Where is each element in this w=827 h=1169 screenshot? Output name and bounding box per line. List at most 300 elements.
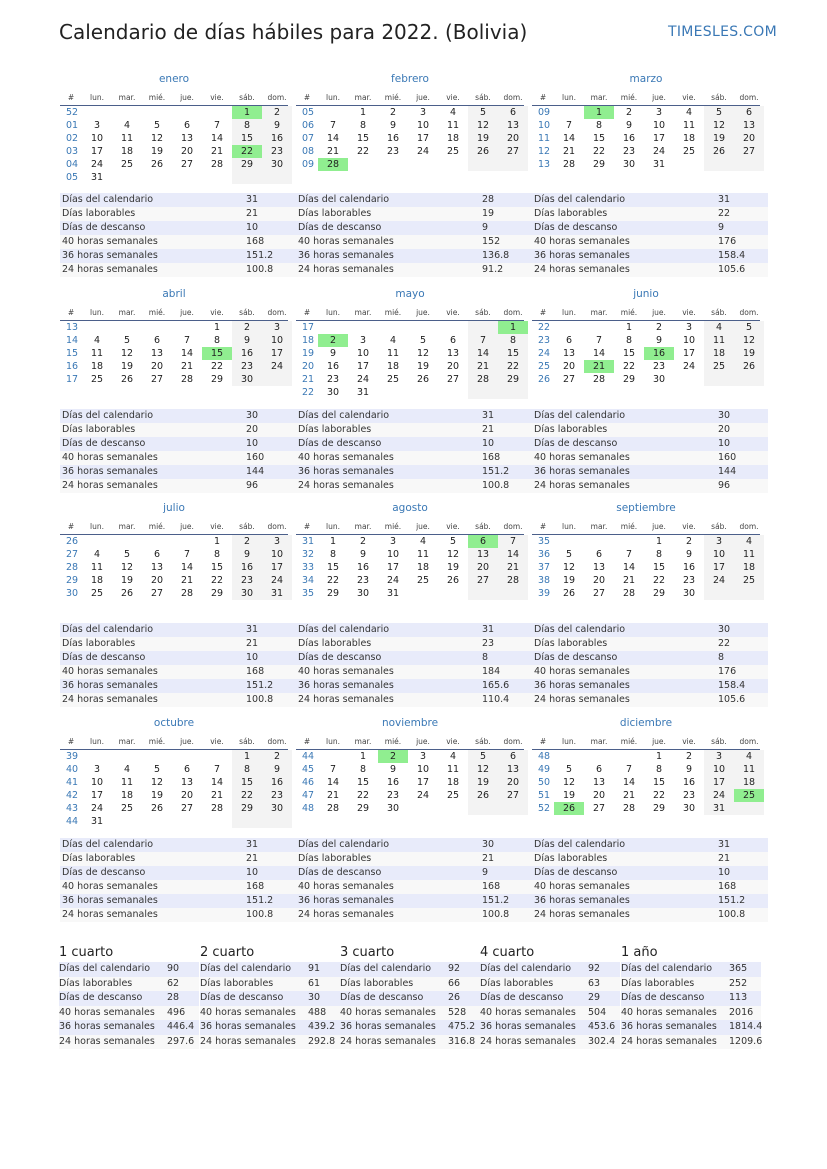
day-cell: 30 xyxy=(622,159,636,170)
weekday-header-row xyxy=(60,92,288,106)
day-cell: 20 xyxy=(180,146,194,157)
day-cell: 13 xyxy=(446,348,460,359)
weekday-header: vie. xyxy=(682,93,696,102)
day-cell: 17 xyxy=(704,561,734,574)
stat-row xyxy=(532,637,768,651)
quarter-stat-row xyxy=(621,1020,761,1035)
quarter-stat-row xyxy=(59,977,199,992)
stat-label: Días del calendario xyxy=(534,624,626,635)
week-number: 44 xyxy=(66,816,79,827)
stat-value: 31 xyxy=(482,624,495,635)
day-cell xyxy=(172,815,202,828)
quarter-summary xyxy=(480,944,620,1049)
stat-label: Días laborables xyxy=(298,424,372,435)
week-row xyxy=(296,763,524,776)
weekday-header: jue. xyxy=(416,522,430,531)
day-cell: 7 xyxy=(625,764,633,775)
day-cell: 16 xyxy=(386,133,400,144)
stat-label: Días de descanso xyxy=(534,438,618,449)
month-name: octubre xyxy=(153,717,195,729)
day-cell: 8 xyxy=(359,764,367,775)
week-row xyxy=(60,132,288,145)
day-cell: 14 xyxy=(622,562,636,573)
stat-label: Días laborables xyxy=(534,638,608,649)
week-row xyxy=(532,789,760,802)
stat-label: 36 horas semanales xyxy=(534,680,630,691)
day-cell: 5 xyxy=(449,536,457,547)
day-cell: 22 xyxy=(232,789,262,802)
month-abril xyxy=(60,287,288,407)
day-cell: 23 xyxy=(622,146,636,157)
week-row xyxy=(60,763,288,776)
day-cell: 12 xyxy=(150,777,164,788)
day-cell: 30 xyxy=(262,802,292,815)
quarter-stat-value: 92 xyxy=(588,963,601,974)
week-row xyxy=(532,132,760,145)
stat-row xyxy=(532,651,768,665)
day-cell: 16 xyxy=(232,561,262,574)
day-cell xyxy=(82,750,112,763)
day-cell: 6 xyxy=(153,549,161,560)
day-cell: 21 xyxy=(326,146,340,157)
holiday-day-cell: 6 xyxy=(468,535,498,548)
stat-row xyxy=(60,451,296,465)
stat-row xyxy=(60,221,296,235)
weekday-header: dom. xyxy=(739,93,759,102)
day-cell: 5 xyxy=(565,549,573,560)
week-number: 12 xyxy=(538,146,551,157)
week-row xyxy=(60,802,288,815)
day-cell: 6 xyxy=(153,335,161,346)
day-cell: 21 xyxy=(562,146,576,157)
day-cell: 15 xyxy=(498,347,528,360)
day-cell: 30 xyxy=(682,588,696,599)
day-cell: 21 xyxy=(210,790,224,801)
day-cell: 12 xyxy=(416,348,430,359)
month-name: enero xyxy=(158,73,190,85)
quarter-summary xyxy=(340,944,480,1049)
week-row xyxy=(60,106,288,119)
day-cell: 13 xyxy=(468,548,498,561)
day-cell: 19 xyxy=(562,575,576,586)
day-cell: 14 xyxy=(210,777,224,788)
week-number: 26 xyxy=(66,536,79,547)
quarter-stat-row xyxy=(621,1035,761,1050)
day-cell: 28 xyxy=(180,588,194,599)
stat-value: 168 xyxy=(718,881,737,892)
brand-link[interactable]: TIMESLES.COM xyxy=(668,24,777,40)
weekday-header-row xyxy=(532,307,760,321)
quarter-stat-row xyxy=(340,1020,480,1035)
day-cell: 9 xyxy=(232,334,262,347)
day-cell: 7 xyxy=(213,120,221,131)
day-cell: 19 xyxy=(120,361,134,372)
week-row xyxy=(60,776,288,789)
day-cell xyxy=(378,321,408,334)
day-cell: 14 xyxy=(592,348,606,359)
quarter-stat-value: 62 xyxy=(167,977,180,989)
stat-value: 152 xyxy=(482,236,501,247)
stat-row xyxy=(60,249,296,263)
week-row xyxy=(296,561,524,574)
day-cell: 14 xyxy=(622,777,636,788)
day-cell xyxy=(202,815,232,828)
day-cell: 28 xyxy=(210,803,224,814)
week-number-header: # xyxy=(303,308,311,317)
stat-row xyxy=(60,409,296,423)
day-cell: 26 xyxy=(446,575,460,586)
day-cell: 5 xyxy=(419,335,427,346)
weekday-header: lun. xyxy=(326,737,340,746)
quarter-stat-value: 528 xyxy=(448,1006,467,1018)
stat-value: 168 xyxy=(482,452,501,463)
week-row xyxy=(60,360,288,373)
day-cell: 12 xyxy=(734,334,764,347)
week-number: 27 xyxy=(66,549,79,560)
stat-label: 36 horas semanales xyxy=(298,680,394,691)
day-cell: 15 xyxy=(356,133,370,144)
week-number: 39 xyxy=(66,751,79,762)
day-cell: 8 xyxy=(655,764,663,775)
day-cell xyxy=(498,386,528,399)
day-cell: 13 xyxy=(592,562,606,573)
day-cell: 29 xyxy=(622,374,636,385)
stat-label: 24 horas semanales xyxy=(298,909,394,920)
day-cell: 12 xyxy=(150,133,164,144)
day-cell: 6 xyxy=(498,106,528,119)
month-stats-diciembre xyxy=(532,838,768,922)
day-cell: 20 xyxy=(180,790,194,801)
week-number: 17 xyxy=(66,374,79,385)
stat-row xyxy=(532,465,768,479)
week-number: 21 xyxy=(302,374,315,385)
stat-row xyxy=(60,908,296,922)
day-cell: 4 xyxy=(93,549,101,560)
weekday-header: jue. xyxy=(652,93,666,102)
quarter-stat-row xyxy=(340,1006,480,1021)
week-row xyxy=(60,548,288,561)
day-cell: 15 xyxy=(356,777,370,788)
day-cell: 16 xyxy=(356,562,370,573)
week-row xyxy=(296,802,524,815)
day-cell: 26 xyxy=(150,159,164,170)
day-cell: 18 xyxy=(734,561,764,574)
week-row xyxy=(296,334,524,347)
weekday-header: mié. xyxy=(384,93,402,102)
stat-row xyxy=(532,679,768,693)
stat-row xyxy=(60,651,296,665)
week-row xyxy=(296,386,524,399)
day-cell: 13 xyxy=(180,777,194,788)
day-cell: 10 xyxy=(386,549,400,560)
stat-value: 158.4 xyxy=(718,250,746,261)
month-name: septiembre xyxy=(616,502,676,514)
day-cell: 25 xyxy=(90,588,104,599)
day-cell xyxy=(82,106,112,119)
stat-row xyxy=(532,409,768,423)
day-cell: 18 xyxy=(120,146,134,157)
week-number: 14 xyxy=(66,335,79,346)
stat-value: 31 xyxy=(246,624,259,635)
stat-row xyxy=(532,665,768,679)
day-cell: 28 xyxy=(498,574,528,587)
day-cell: 4 xyxy=(734,535,764,548)
quarter-stat-label: Días de descanso xyxy=(59,992,143,1003)
quarter-stat-label: Días laborables xyxy=(480,977,554,989)
day-cell: 3 xyxy=(419,107,427,118)
day-cell: 31 xyxy=(262,587,292,600)
stat-value: 96 xyxy=(718,480,731,491)
weekday-header: sáb. xyxy=(239,522,255,531)
day-cell: 3 xyxy=(389,536,397,547)
week-row xyxy=(60,789,288,802)
stat-value: 21 xyxy=(246,638,259,649)
day-cell: 27 xyxy=(592,803,606,814)
weekday-header-row xyxy=(532,736,760,750)
month-stats-agosto xyxy=(296,623,532,707)
day-cell: 11 xyxy=(416,549,430,560)
week-number: 19 xyxy=(302,348,315,359)
stat-row xyxy=(60,479,296,493)
week-number-header: # xyxy=(303,93,311,102)
quarter-stat-value: 66 xyxy=(448,977,461,989)
stat-value: 110.4 xyxy=(482,694,510,705)
month-stats-mayo xyxy=(296,409,532,493)
stat-value: 160 xyxy=(718,452,737,463)
weekday-header: sáb. xyxy=(475,308,491,317)
month-grid xyxy=(532,92,760,171)
week-row xyxy=(296,145,524,158)
week-number-header: # xyxy=(539,522,547,531)
day-cell: 14 xyxy=(180,348,194,359)
stat-row xyxy=(296,437,532,451)
day-cell: 18 xyxy=(90,361,104,372)
day-cell xyxy=(704,373,734,386)
weekday-header: mié. xyxy=(620,93,638,102)
day-cell: 17 xyxy=(262,561,292,574)
weekday-header: mié. xyxy=(620,522,638,531)
weekday-header: dom. xyxy=(267,522,287,531)
stat-label: 40 horas semanales xyxy=(62,881,158,892)
day-cell: 19 xyxy=(150,790,164,801)
stat-value: 21 xyxy=(482,853,495,864)
day-cell: 22 xyxy=(326,575,340,586)
month-grid xyxy=(296,521,524,600)
day-cell: 24 xyxy=(652,146,666,157)
stat-label: Días del calendario xyxy=(298,624,390,635)
day-cell xyxy=(734,373,764,386)
month-junio xyxy=(532,287,760,407)
stat-label: 36 horas semanales xyxy=(62,250,158,261)
day-cell: 11 xyxy=(120,777,134,788)
stat-label: Días de descanso xyxy=(298,222,382,233)
month-name: noviembre xyxy=(381,717,439,729)
week-number-header: # xyxy=(67,308,75,317)
stat-value: 136.8 xyxy=(482,250,510,261)
day-cell: 30 xyxy=(682,803,696,814)
day-cell: 28 xyxy=(180,374,194,385)
day-cell: 8 xyxy=(498,334,528,347)
day-cell xyxy=(142,750,172,763)
stat-label: 24 horas semanales xyxy=(298,480,394,491)
quarter-stat-value: 365 xyxy=(729,963,748,974)
day-cell: 11 xyxy=(704,334,734,347)
quarter-stat-label: Días del calendario xyxy=(621,963,713,974)
day-cell xyxy=(554,535,584,548)
day-cell: 9 xyxy=(232,548,262,561)
day-cell: 10 xyxy=(652,120,666,131)
stat-row xyxy=(296,235,532,249)
day-cell: 5 xyxy=(468,750,498,763)
day-cell: 12 xyxy=(704,119,734,132)
week-row xyxy=(532,347,760,360)
quarter-stat-row xyxy=(340,1035,480,1050)
weekday-header: lun. xyxy=(326,308,340,317)
weekday-header: dom. xyxy=(267,737,287,746)
day-cell xyxy=(318,106,348,119)
week-number: 34 xyxy=(302,575,315,586)
stat-label: Días laborables xyxy=(298,853,372,864)
weekday-header: mar. xyxy=(590,93,608,102)
day-cell xyxy=(408,802,438,815)
quarter-stat-value: 496 xyxy=(167,1006,186,1018)
day-cell: 18 xyxy=(416,562,430,573)
day-cell: 10 xyxy=(262,548,292,561)
day-cell xyxy=(704,158,734,171)
week-number: 15 xyxy=(66,348,79,359)
week-row xyxy=(296,789,524,802)
day-cell: 22 xyxy=(210,361,224,372)
day-cell: 14 xyxy=(210,133,224,144)
week-number: 18 xyxy=(302,335,315,346)
week-row xyxy=(532,360,760,373)
holiday-day-cell: 25 xyxy=(734,789,764,802)
week-number: 26 xyxy=(538,374,551,385)
day-cell xyxy=(82,321,112,334)
weekday-header: mar. xyxy=(590,308,608,317)
stat-row xyxy=(60,437,296,451)
day-cell: 23 xyxy=(232,574,262,587)
day-cell: 17 xyxy=(262,347,292,360)
holiday-day-cell: 21 xyxy=(584,360,614,373)
holiday-day-cell: 26 xyxy=(554,802,584,815)
day-cell: 14 xyxy=(468,347,498,360)
stat-value: 19 xyxy=(482,208,495,219)
day-cell: 27 xyxy=(498,145,528,158)
weekday-header: vie. xyxy=(210,308,224,317)
day-cell: 19 xyxy=(734,347,764,360)
stat-label: 24 horas semanales xyxy=(534,264,630,275)
day-cell: 11 xyxy=(90,348,104,359)
day-cell: 16 xyxy=(682,777,696,788)
day-cell xyxy=(704,587,734,600)
quarter-stat-label: Días laborables xyxy=(340,977,414,989)
day-cell: 10 xyxy=(682,335,696,346)
stat-label: Días de descanso xyxy=(62,867,146,878)
quarter-stat-label: Días laborables xyxy=(621,977,695,989)
day-cell: 17 xyxy=(90,146,104,157)
stat-row xyxy=(60,235,296,249)
week-row xyxy=(296,321,524,334)
weekday-header: lun. xyxy=(326,522,340,531)
day-cell: 9 xyxy=(685,764,693,775)
quarter-stat-row xyxy=(480,1006,620,1021)
day-cell: 11 xyxy=(446,120,460,131)
month-grid xyxy=(532,521,760,600)
quarter-stat-value: 446.4 xyxy=(167,1021,195,1032)
day-cell xyxy=(112,106,142,119)
weekday-header: dom. xyxy=(267,93,287,102)
quarter-stat-value: 28 xyxy=(167,992,180,1003)
month-octubre xyxy=(60,716,288,836)
stat-row xyxy=(60,693,296,707)
day-cell xyxy=(734,587,764,600)
day-cell: 28 xyxy=(210,159,224,170)
quarter-stat-row xyxy=(621,991,761,1006)
day-cell: 7 xyxy=(329,764,337,775)
day-cell xyxy=(614,750,644,763)
stat-value: 10 xyxy=(718,438,731,449)
quarter-stat-row xyxy=(200,977,340,992)
day-cell: 28 xyxy=(622,588,636,599)
week-number: 22 xyxy=(538,322,551,333)
quarter-stat-label: 40 horas semanales xyxy=(340,1006,436,1018)
quarter-stat-value: 90 xyxy=(167,963,180,974)
week-row xyxy=(296,750,524,763)
day-cell: 21 xyxy=(180,575,194,586)
quarter-stat-label: 24 horas semanales xyxy=(200,1035,296,1047)
stat-label: 36 horas semanales xyxy=(534,466,630,477)
quarter-stat-value: 92 xyxy=(448,963,461,974)
quarter-summary xyxy=(200,944,340,1049)
day-cell: 12 xyxy=(120,348,134,359)
day-cell: 4 xyxy=(449,107,457,118)
quarter-stat-value: 113 xyxy=(729,992,748,1003)
day-cell: 17 xyxy=(386,562,400,573)
day-cell: 1 xyxy=(359,107,367,118)
month-septiembre xyxy=(532,501,760,621)
day-cell xyxy=(438,158,468,171)
day-cell: 27 xyxy=(562,374,576,385)
day-cell: 3 xyxy=(262,321,292,334)
stat-label: Días del calendario xyxy=(62,839,154,850)
week-number: 09 xyxy=(538,107,551,118)
quarter-stat-value: 453.6 xyxy=(588,1021,616,1032)
stat-row xyxy=(296,665,532,679)
day-cell xyxy=(172,171,202,184)
quarter-stat-row xyxy=(59,991,199,1006)
day-cell: 1 xyxy=(232,750,262,763)
weekday-header: vie. xyxy=(446,93,460,102)
day-cell: 24 xyxy=(386,575,400,586)
month-grid xyxy=(296,736,524,815)
day-cell: 22 xyxy=(498,360,528,373)
week-number: 43 xyxy=(66,803,79,814)
weekday-header: jue. xyxy=(416,737,430,746)
weekday-header: dom. xyxy=(739,737,759,746)
stat-label: 40 horas semanales xyxy=(534,236,630,247)
week-number: 23 xyxy=(538,335,551,346)
weekday-header: dom. xyxy=(503,308,523,317)
stat-value: 8 xyxy=(718,652,725,663)
day-cell: 3 xyxy=(655,107,663,118)
week-number: 13 xyxy=(538,159,551,170)
day-cell: 18 xyxy=(446,777,460,788)
day-cell: 9 xyxy=(262,763,292,776)
week-number: 17 xyxy=(302,322,315,333)
stat-value: 168 xyxy=(482,881,501,892)
day-cell: 22 xyxy=(652,790,666,801)
